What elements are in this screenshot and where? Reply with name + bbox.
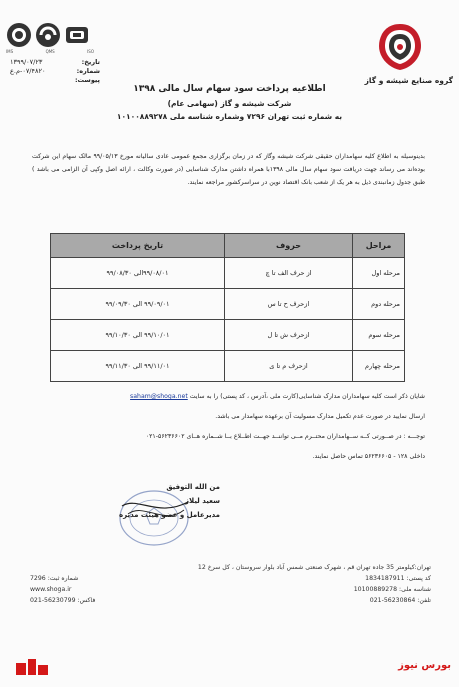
footer-row [30, 584, 431, 595]
date-row [10, 58, 100, 67]
stage-cell: مرحله سوم [353, 320, 405, 351]
cert-label: ISO [87, 49, 94, 54]
letter-title: اطلاعیه پرداخت سود سهام سال مالی ۱۳۹۸ [133, 84, 326, 94]
table-row [51, 351, 405, 382]
date-label: تاریخ: [81, 58, 100, 66]
table-row [51, 320, 405, 351]
footer-phone: تلفن: 56230864-021 [369, 597, 431, 604]
note-text: شایان ذکر است کلیه سهامداران مدارک شناسایی(کارت ملی ،آدرس ، کد پستی) را به سایت [189, 393, 425, 400]
notes-section [32, 388, 425, 468]
letter-meta [10, 58, 100, 85]
date-value: ۱۳۹۹/۰۷/۲۳ [10, 58, 43, 66]
note-line: داخلی ۱۲۸ - ۵۶۲۳۶۶۰۵ تماس حاصل نمایند. [312, 453, 425, 460]
payment-schedule-table [50, 233, 405, 382]
letters-cell: ازحرف م تا ی [225, 351, 353, 382]
signatory-name: سعید لیلاز [184, 497, 220, 505]
cert-label: QMS [45, 49, 55, 54]
footer-address: تهران:کیلومتر 35 جاده تهران قم ، شهرک صنعتی شمس آباد بلوار سروستان ، کل سرخ 12 [197, 564, 431, 571]
table-row [51, 289, 405, 320]
footer-registration: شماره ثبت: 7296 [30, 575, 79, 582]
footer-row [30, 573, 431, 584]
intro-paragraph: بدینوسیله به اطلاع کلیه سهامداران حقیقی شرکت شیشه وگاز که در زمان برگزاری مجمع عمومی عادی سالیانه مورخ ۹۹/۰۵/۱۳ مالک سهام این شرکت بوده‌اند می رساند جهت دریافت سود سهام سال مالی ۱۳۹۸با همراه داشتن مدارک شناسایی (در صورت وکالت ، ارائه اصل وکپی آن الزامی می باشد ) طبق جدول زمانبندی ذیل به هر یک از شعب بانک اقتصاد نوین در سراسرکشور مراجعه نمایند. [32, 153, 426, 186]
letter-headings [60, 84, 399, 121]
stage-cell: مرحله اول [353, 258, 405, 289]
header-date: تاریخ پرداخت [51, 234, 225, 258]
letters-cell: ازحرف ش تا ل [225, 320, 353, 351]
header-letters: حروف [225, 234, 353, 258]
footer-row [30, 595, 431, 606]
signatory-title: مدیرعامل و عضو هیئت مدیره [119, 511, 220, 519]
number-value: ۰۷/۴۸۲۰-م.ع [10, 67, 46, 75]
date-cell: ۹۹/۱۱/۰۱ الی ۹۹/۱۱/۳۰ [51, 351, 225, 382]
note-line [32, 388, 425, 406]
note-line: توجـــه : در صــورتی کــه ســهامداران محتــرم مــی تواننــد جهــت اطــلاع بــا شــماره هــای ۵۶۲۳۶۶۰۲-۰۲۱ [145, 433, 425, 440]
qms-cert-icon [35, 22, 61, 48]
footer-postal: کد پستی: 1834187911 [365, 575, 431, 582]
certification-logos [6, 22, 90, 48]
company-logo-icon [375, 20, 425, 74]
letters-cell: از حرف الف تا چ [225, 258, 353, 289]
letter-footer [30, 562, 431, 606]
bottom-emblem-icon [12, 655, 52, 679]
number-row [10, 67, 100, 76]
footer-fax: فاکس: 56230799-021 [30, 597, 96, 604]
registration-line: به شماره ثبت تهران ۷۲۹۶ وشماره شناسه ملی ۱۰۱۰۰۸۸۹۲۷۸ [116, 112, 343, 121]
iso-cert-icon [64, 22, 90, 48]
cert-label: IMS [6, 49, 14, 54]
attachment-label: پیوست: [74, 76, 100, 84]
footer-national-id: شناسه ملی: 10100889278 [353, 586, 431, 593]
header-stage: مراحل [353, 234, 405, 258]
table-row [51, 258, 405, 289]
certification-labels [6, 49, 94, 54]
company-subtitle: شرکت شیشه و گاز (سهامی عام) [167, 99, 292, 108]
signature-salutation: من الله التوفیق [166, 483, 220, 491]
note-line: ارسال نمایید در صورت عدم تکمیل مدارک مسولیت آن برعهده سهامدار می باشد. [215, 413, 425, 420]
date-cell: ۹۹/۰۸/۰۱الی ۹۹/۰۸/۳۰ [51, 258, 225, 289]
company-name: گروه صنایع شیشه و گاز [364, 76, 453, 85]
number-label: شماره: [76, 67, 100, 75]
bourse-news-brand: بورس نیوز [398, 660, 451, 671]
stage-cell: مرحله چهارم [353, 351, 405, 382]
date-cell: ۹۹/۱۰/۰۱ الی ۹۹/۱۰/۳۰ [51, 320, 225, 351]
letters-cell: ازحرف ح تا س [225, 289, 353, 320]
stage-cell: مرحله دوم [353, 289, 405, 320]
email-link[interactable]: saham@shoga.net [130, 393, 188, 400]
date-cell: ۹۹/۰۹/۰۱ الی ۹۹/۰۹/۳۰ [51, 289, 225, 320]
table-header-row [51, 234, 405, 258]
footer-website[interactable]: www.shoga.ir [30, 586, 72, 593]
ims-cert-icon [6, 22, 32, 48]
signature-block [90, 480, 220, 522]
